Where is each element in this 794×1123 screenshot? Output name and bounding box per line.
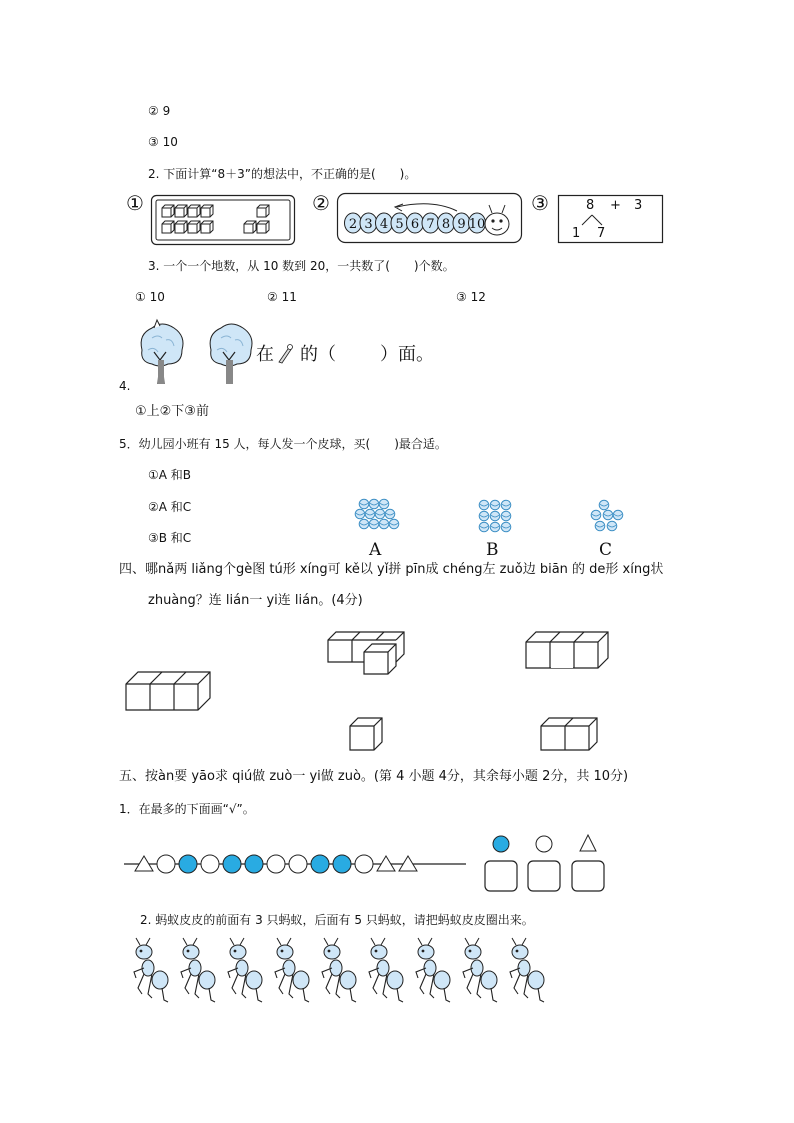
- piece-l-shape-right: [524, 630, 610, 672]
- ball: [591, 510, 601, 520]
- piece-l-shape-left: [326, 630, 408, 672]
- ball: [603, 510, 613, 520]
- q5-option-1: ①A 和B: [148, 468, 192, 482]
- q5-option-3: ③B 和C: [148, 531, 192, 545]
- ant: [228, 938, 262, 1002]
- svg-text:9: 9: [457, 217, 466, 232]
- ball: [490, 500, 500, 510]
- sequence-circle: [289, 855, 307, 873]
- ant: [134, 938, 168, 1002]
- sequence-circle: [157, 855, 175, 873]
- sec5-q1-text: 1．在最多的下面画“√”。: [119, 802, 255, 816]
- q5-text: 5．幼儿园小班有 15 人，每人发一个皮球，买( )最合适。: [119, 437, 447, 451]
- section5-title: 五、按àn要 yāo求 qiú做 zuò一 yi做 zuò。(第 4 小题 4分，其余每小题 2分，共 10分): [119, 769, 629, 784]
- svg-text:8: 8: [441, 217, 451, 232]
- option-3: ③ 10: [148, 135, 178, 149]
- tree-with-bird-left: [138, 320, 186, 386]
- q2-mark-2: ②: [312, 191, 330, 215]
- caterpillar-segment: [345, 213, 362, 233]
- sequence-filled-circle: [333, 855, 351, 873]
- ball: [479, 522, 489, 532]
- answer-box-empty-circle[interactable]: [528, 861, 560, 891]
- q4-number: 4.: [119, 379, 131, 393]
- ball-group-b: [470, 496, 520, 538]
- ant: [510, 938, 544, 1002]
- caterpillar-segment: [391, 213, 408, 233]
- ball: [379, 499, 389, 509]
- sec5-q2-text: 2. 蚂蚁皮皮的前面有 3 只蚂蚁，后面有 5 只蚂蚁，请把蚂蚁皮皮圈出来。: [140, 913, 534, 927]
- ball: [355, 509, 365, 519]
- ball: [490, 522, 500, 532]
- caterpillar-segment: [376, 213, 393, 233]
- svg-text:10: 10: [468, 217, 486, 232]
- ball: [379, 519, 389, 529]
- ball: [479, 511, 489, 521]
- small-cube: [175, 221, 187, 233]
- ball-group-a: [352, 496, 402, 538]
- svg-text:2: 2: [348, 217, 358, 232]
- q4-word-de: 的（: [300, 344, 336, 365]
- ball-group-c: [584, 496, 634, 538]
- target-shape-three-cubes: [124, 670, 214, 712]
- q3-option-1: ① 10: [135, 290, 165, 304]
- ball: [501, 500, 511, 510]
- small-cube: [188, 221, 200, 233]
- legend-empty-circle: [536, 836, 552, 852]
- caterpillar-segment: [438, 213, 455, 233]
- label-a: A: [369, 540, 382, 560]
- caterpillar-segment: [422, 213, 439, 233]
- svg-text:4: 4: [379, 217, 389, 232]
- ball: [501, 522, 511, 532]
- split-plus: +: [610, 198, 621, 213]
- option-2: ② 9: [148, 104, 171, 118]
- q2-text: 2. 下面计算“8＋3”的想法中，不正确的是( )。: [148, 167, 417, 181]
- q4-word-zai: 在: [256, 344, 274, 365]
- ball: [369, 519, 379, 529]
- ball: [359, 499, 369, 509]
- ball: [389, 519, 399, 529]
- ball: [479, 500, 489, 510]
- caterpillar-segment: [360, 213, 377, 233]
- caterpillar-picture: [337, 193, 522, 243]
- q3-option-2: ② 11: [267, 290, 297, 304]
- sequence-filled-circle: [223, 855, 241, 873]
- split-bottom-right: 7: [597, 226, 606, 241]
- q2-mark-3: ③: [531, 191, 549, 215]
- bird-icon: [276, 342, 294, 364]
- small-cube: [201, 205, 213, 217]
- ball: [607, 521, 617, 531]
- small-cube: [175, 205, 187, 217]
- svg-text:5: 5: [395, 217, 404, 232]
- ball: [490, 511, 500, 521]
- small-cube: [257, 221, 269, 233]
- svg-text:3: 3: [364, 217, 373, 232]
- answer-box-triangle[interactable]: [572, 861, 604, 891]
- ant-row: [122, 938, 566, 1008]
- split-top-left: 8: [586, 198, 595, 213]
- label-c: C: [599, 540, 613, 560]
- legend-triangle: [580, 835, 596, 851]
- q4-options: ①上②下③前: [135, 404, 209, 419]
- small-cube: [162, 205, 174, 217]
- answer-boxes: [483, 833, 607, 895]
- ball: [501, 511, 511, 521]
- ant: [181, 938, 215, 1002]
- ant: [275, 938, 309, 1002]
- ball: [375, 509, 385, 519]
- split-top-right: 3: [634, 198, 643, 213]
- small-cube: [162, 221, 174, 233]
- ball: [369, 499, 379, 509]
- ant: [416, 938, 450, 1002]
- answer-box-filled-circle[interactable]: [485, 861, 517, 891]
- label-b: B: [486, 540, 499, 560]
- ball: [359, 519, 369, 529]
- ant: [322, 938, 356, 1002]
- cubes-picture: [151, 195, 295, 245]
- ball: [365, 509, 375, 519]
- sequence-circle: [267, 855, 285, 873]
- section4-title-line1: 四、哪nǎ两 liǎng个gè图 tú形 xíng可 kě以 yǐ拼 pīn成 chéng左 zuǒ边 biān 的 de形 xíng状: [119, 562, 664, 577]
- sequence-filled-circle: [245, 855, 263, 873]
- q5-option-2: ②A 和C: [148, 500, 192, 514]
- ant: [369, 938, 403, 1002]
- small-cube: [188, 205, 200, 217]
- split-bottom-left: 1: [572, 226, 581, 241]
- caterpillar-segment: [469, 213, 486, 233]
- ant: [463, 938, 497, 1002]
- ball: [613, 510, 623, 520]
- section4-title-line2: zhuàng？连 lián一 yi连 lián。(4分): [148, 593, 363, 608]
- svg-text:6: 6: [410, 217, 420, 232]
- small-cube: [201, 221, 213, 233]
- ball: [595, 521, 605, 531]
- sequence-circle: [355, 855, 373, 873]
- sequence-filled-circle: [311, 855, 329, 873]
- ball: [599, 500, 609, 510]
- legend-filled-circle: [493, 836, 509, 852]
- shape-sequence: [120, 850, 470, 878]
- caterpillar-segment: [453, 213, 470, 233]
- caterpillar-segment: [407, 213, 424, 233]
- sequence-circle: [201, 855, 219, 873]
- sequence-filled-circle: [179, 855, 197, 873]
- q3-text: 3. 一个一个地数，从 10 数到 20，一共数了( )个数。: [148, 259, 455, 273]
- piece-single-cube: [348, 716, 384, 752]
- q2-mark-1: ①: [126, 191, 144, 215]
- ball: [385, 509, 395, 519]
- small-cube: [244, 221, 256, 233]
- q3-option-3: ③ 12: [456, 290, 486, 304]
- svg-text:7: 7: [426, 217, 435, 232]
- tree-right: [207, 322, 255, 386]
- small-cube: [257, 205, 269, 217]
- q4-word-mian: ）面。: [380, 344, 434, 365]
- piece-two-cubes: [539, 716, 599, 752]
